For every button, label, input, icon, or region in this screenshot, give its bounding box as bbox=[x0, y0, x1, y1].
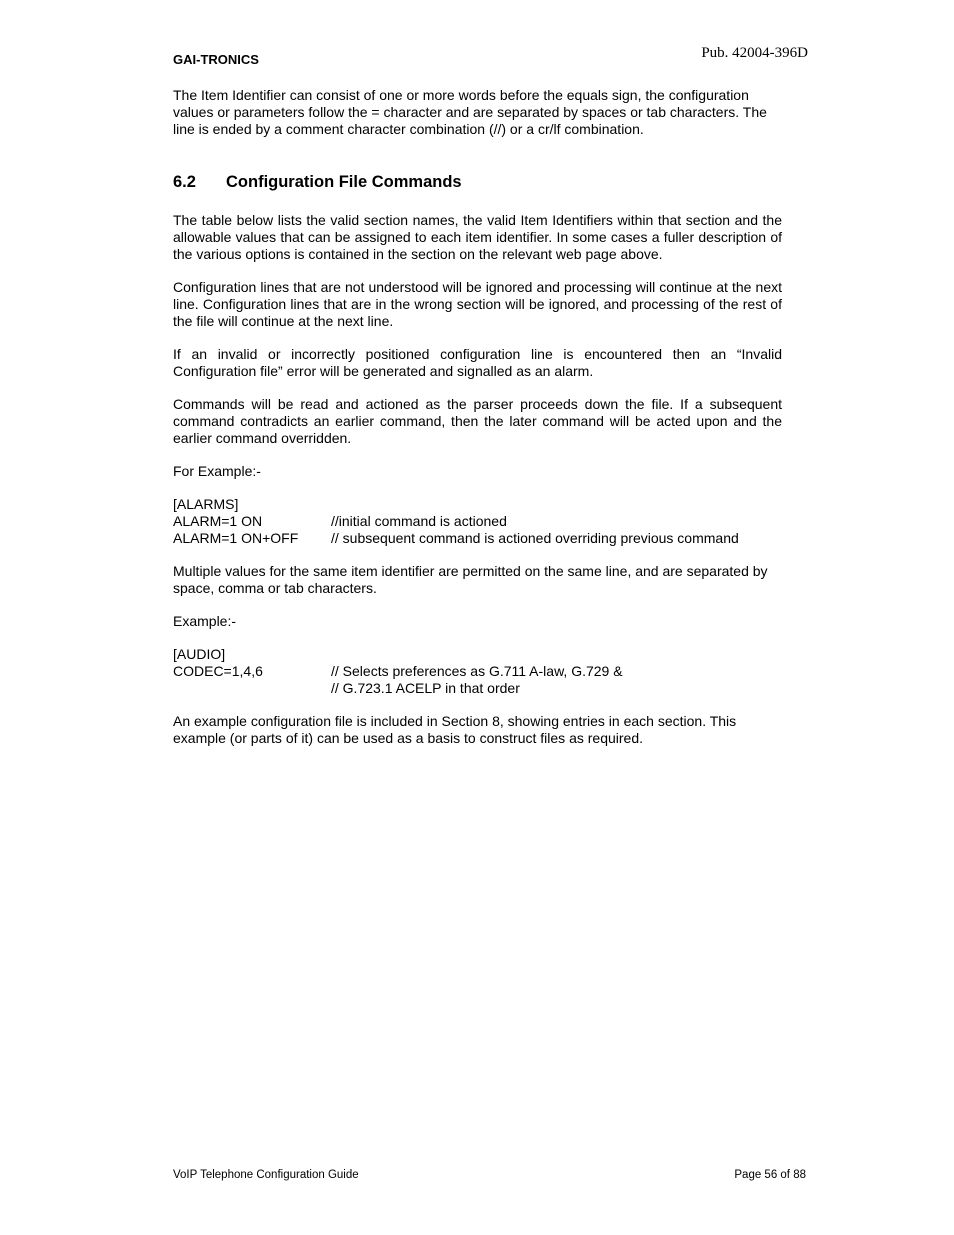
header-publication-number: Pub. 42004-396D bbox=[701, 45, 808, 61]
example1-block bbox=[173, 496, 782, 547]
example1-line bbox=[173, 530, 782, 547]
example2-block bbox=[173, 646, 782, 697]
section-title: Configuration File Commands bbox=[226, 173, 462, 191]
example1-label: For Example:- bbox=[173, 463, 261, 479]
footer-page-number: Page 56 of 88 bbox=[734, 1169, 806, 1181]
document-body bbox=[173, 87, 782, 747]
paragraph-closing: An example configuration file is included in Section 8, showing entries in each section. This example (or parts of it) can be used as a basis to construct files as required. bbox=[173, 713, 737, 746]
intro-paragraph: The Item Identifier can consist of one or more words before the equals sign, the configuration values or parameters follow the = character and are separated by spaces or tab characters. The line is ended by a comment character combination (//) or a cr/lf combination. bbox=[173, 87, 767, 137]
paragraph-multiple-values: Multiple values for the same item identifier are permitted on the same line, and are separated by space, comma or tab characters. bbox=[173, 563, 768, 596]
header-company: GAI-TRONICS bbox=[173, 52, 259, 67]
section-number: 6.2 bbox=[173, 173, 196, 191]
footer-document-title: VoIP Telephone Configuration Guide bbox=[173, 1169, 359, 1181]
example2-line-comment: // G.723.1 ACELP in that order bbox=[331, 680, 520, 696]
example2-section-name: [AUDIO] bbox=[173, 646, 226, 662]
example1-line-comment: // subsequent command is actioned overriding previous command bbox=[331, 530, 739, 546]
example1-line-code: ALARM=1 ON+OFF bbox=[173, 530, 299, 546]
paragraph-invalid-line: If an invalid or incorrectly positioned configuration line is encountered then an “Invalid Configuration file” error will be generated and signalled as an alarm. bbox=[173, 346, 782, 379]
example1-line-code: ALARM=1 ON bbox=[173, 513, 263, 529]
section-heading bbox=[173, 172, 782, 192]
example2-line bbox=[173, 680, 782, 697]
paragraph-command-order: Commands will be read and actioned as the parser proceeds down the file. If a subsequent command contradicts an earlier command, then the later command will be acted upon and the earlier command overridden. bbox=[173, 396, 782, 446]
paragraph-table-description: The table below lists the valid section names, the valid Item Identifiers within that section and the allowable values that can be assigned to each item identifier. In some cases a fuller description of the various options is contained in the section on the relevant web page above. bbox=[173, 212, 782, 262]
paragraph-not-understood: Configuration lines that are not understood will be ignored and processing will continue at the next line. Configuration lines that are in the wrong section will be ignored, and processing of the rest of the file will continue at the next line. bbox=[173, 279, 782, 329]
example2-line-code bbox=[173, 680, 331, 697]
example1-section-name: [ALARMS] bbox=[173, 496, 239, 512]
example2-label: Example:- bbox=[173, 613, 237, 629]
example1-line-comment: //initial command is actioned bbox=[331, 513, 507, 529]
example2-line bbox=[173, 663, 782, 680]
example1-line bbox=[173, 513, 782, 530]
example2-line-comment: // Selects preferences as G.711 A-law, G.729 & bbox=[331, 663, 623, 679]
example2-line-code: CODEC=1,4,6 bbox=[173, 663, 263, 679]
